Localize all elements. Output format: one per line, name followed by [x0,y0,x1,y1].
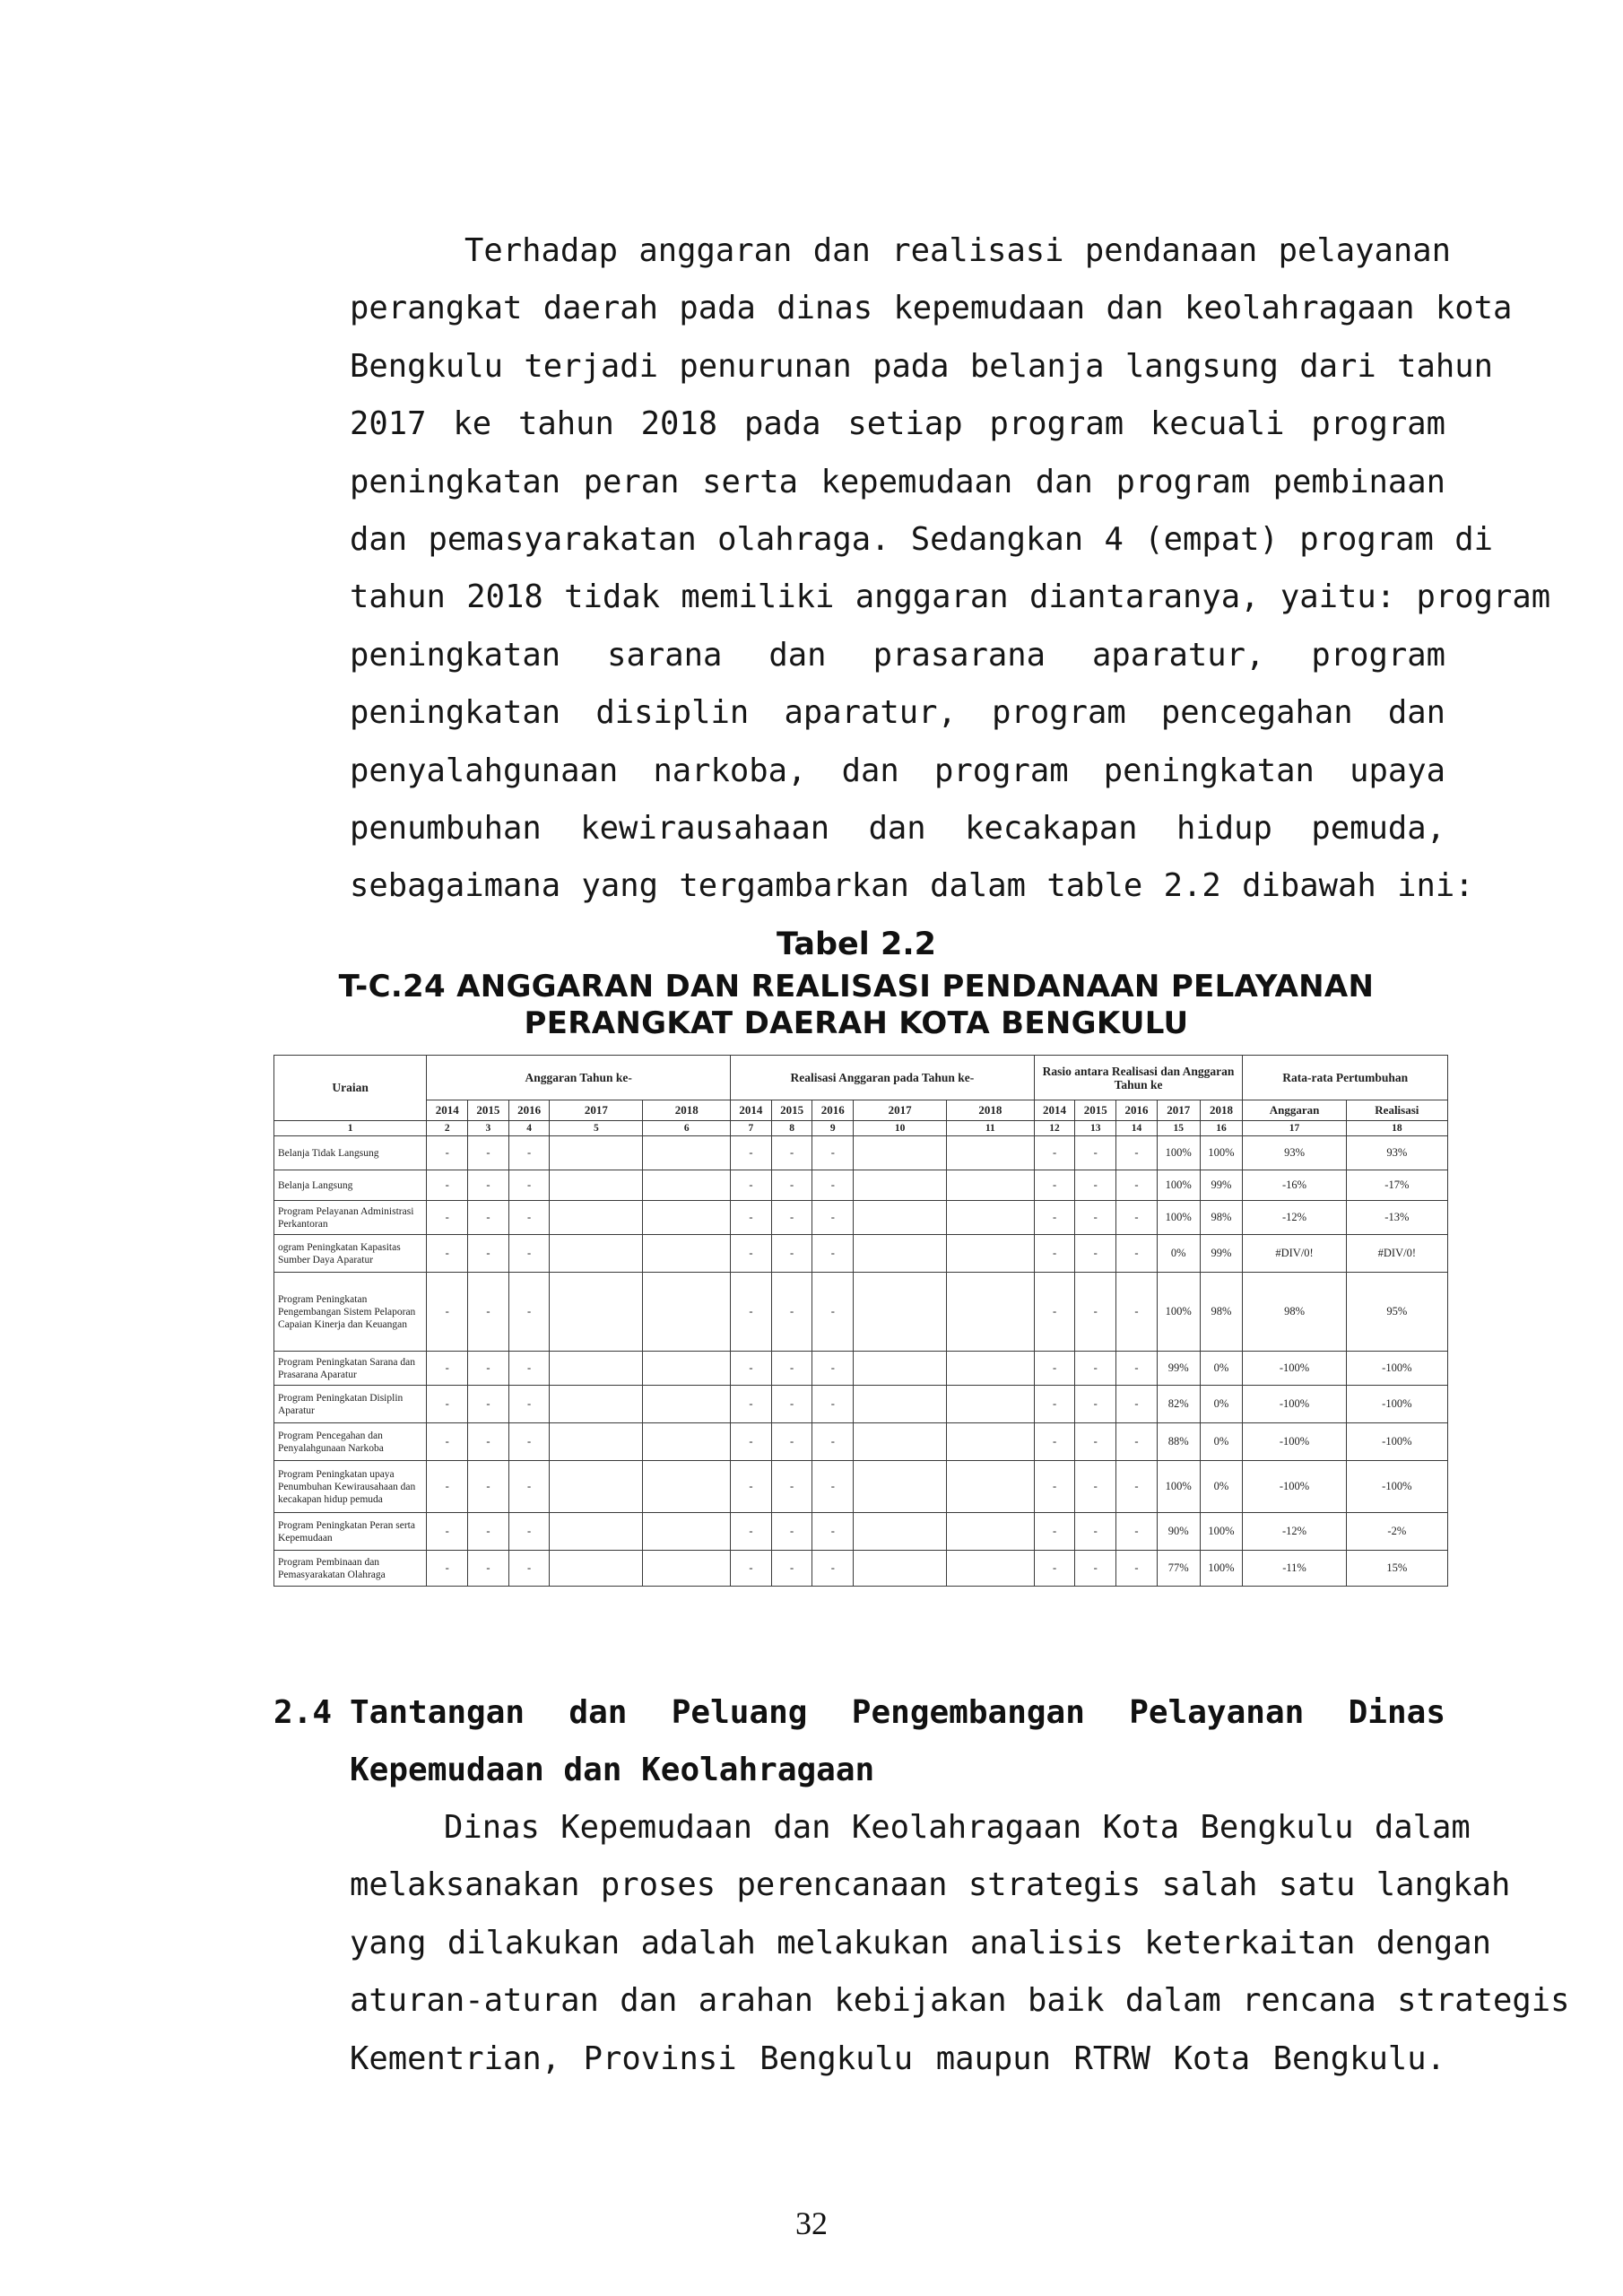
table-row [274,1461,1448,1513]
table-cell [947,1551,1035,1587]
table-title-line: PERANGKAT DAERAH KOTA BENGKULU [524,1005,1189,1041]
paragraph-line: penumbuhan kewirausahaan dan kecakapan hidup pemuda, [350,809,1445,847]
table-cell: - [468,1423,509,1461]
paragraph-line: Terhadap anggaran dan realisasi pendanaan pelayanan [464,232,1452,269]
column-number-cell: 2 [427,1121,468,1136]
budget-table-wrapper [273,1055,1448,1587]
table-cell: - [508,1551,550,1587]
column-number-cell: 9 [812,1121,854,1136]
table-cell [854,1386,947,1423]
table-cell: 0% [1157,1235,1200,1273]
row-label: Program Peningkatan upaya Penumbuhan Kewirausahaan dan kecakapan hidup pemuda [274,1461,427,1513]
table-cell [854,1170,947,1201]
table-cell: - [771,1136,812,1170]
table-cell: 15% [1346,1551,1447,1587]
table-cell: - [468,1170,509,1201]
paragraph-line: Bengkulu terjadi penurunan pada belanja langsung dari tahun [350,347,1493,385]
table-cell: - [812,1386,854,1423]
table-cell [643,1423,731,1461]
column-number-cell: 18 [1346,1121,1447,1136]
year-header: 2016 [812,1100,854,1121]
table-cell: 98% [1243,1273,1346,1352]
table-cell: - [468,1352,509,1386]
table-cell: 93% [1243,1136,1346,1170]
table-cell: - [1116,1423,1158,1461]
table-cell: - [1034,1170,1075,1201]
table-cell: - [427,1201,468,1235]
table-cell: - [731,1513,772,1551]
paragraph-line: perangkat daerah pada dinas kepemudaan dan keolahragaan kota [350,290,1513,327]
table-cell: - [508,1386,550,1423]
table-cell: - [771,1170,812,1201]
section-number: 2.4 [273,1694,333,1731]
table-cell: - [508,1170,550,1201]
paragraph-line: sebagaimana yang tergambarkan dalam table 2.2 dibawah ini: [350,867,1474,905]
table-cell [947,1352,1035,1386]
table-cell: - [1075,1352,1116,1386]
year-header: 2018 [1200,1100,1243,1121]
table-cell: - [1034,1352,1075,1386]
table-cell: -100% [1346,1423,1447,1461]
table-cell: - [508,1352,550,1386]
row-label: Program Peningkatan Disiplin Aparatur [274,1386,427,1423]
table-cell: 98% [1200,1201,1243,1235]
table-cell: - [427,1352,468,1386]
row-label: Program Pencegahan dan Penyalahgunaan Narkoba [274,1423,427,1461]
table-row [274,1136,1448,1170]
table-cell: - [771,1235,812,1273]
table-cell: 95% [1346,1273,1447,1352]
year-header: 2015 [468,1100,509,1121]
table-cell: #DIV/0! [1243,1235,1346,1273]
table-cell: - [1116,1352,1158,1386]
section-title-line: Tantangan dan Peluang Pengembangan Pelayanan Dinas [350,1694,1445,1731]
table-cell: 0% [1200,1423,1243,1461]
table-cell: 98% [1200,1273,1243,1352]
table-cell: 100% [1200,1551,1243,1587]
section-title-line: Kepemudaan dan Keolahragaan [350,1752,875,1788]
table-cell: - [427,1461,468,1513]
column-number-cell: 4 [508,1121,550,1136]
paragraph-line: tahun 2018 tidak memiliki anggaran diantaranya, yaitu: program [350,578,1551,616]
header-rata-anggaran: Anggaran [1243,1100,1346,1121]
paragraph-line: 2017 ke tahun 2018 pada setiap program kecuali program [350,405,1445,443]
table-cell [550,1513,643,1551]
table-cell: - [427,1136,468,1170]
table-cell: - [1116,1170,1158,1201]
table-cell: 82% [1157,1386,1200,1423]
intro-paragraph [350,222,1551,916]
table-cell [550,1461,643,1513]
row-label: Program Pembinaan dan Pemasyarakatan Olahraga [274,1551,427,1587]
paragraph-line: penyalahgunaan narkoba, dan program peningkatan upaya [350,752,1445,789]
table-cell: 90% [1157,1513,1200,1551]
column-number-cell: 11 [947,1121,1035,1136]
year-header: 2014 [731,1100,772,1121]
table-cell: - [731,1551,772,1587]
table-cell: 100% [1157,1201,1200,1235]
table-cell: - [508,1461,550,1513]
table-cell: -12% [1243,1513,1346,1551]
table-cell: 0% [1200,1461,1243,1513]
table-label: Tabel 2.2 [777,926,936,962]
table-cell: -17% [1346,1170,1447,1201]
table-row [274,1551,1448,1587]
table-cell: - [812,1551,854,1587]
table-cell: - [731,1352,772,1386]
table-cell [550,1423,643,1461]
table-cell: - [812,1136,854,1170]
table-cell [643,1136,731,1170]
table-cell: 99% [1200,1235,1243,1273]
column-number-cell: 1 [274,1121,427,1136]
table-cell [947,1461,1035,1513]
year-header: 2015 [1075,1100,1116,1121]
header-realisasi: Realisasi Anggaran pada Tahun ke- [731,1056,1035,1100]
table-cell [550,1352,643,1386]
table-cell: - [731,1201,772,1235]
table-cell: - [1116,1513,1158,1551]
table-cell: - [731,1386,772,1423]
header-rata-realisasi: Realisasi [1346,1100,1447,1121]
table-cell: - [468,1513,509,1551]
table-cell: 88% [1157,1423,1200,1461]
table-cell: - [508,1136,550,1170]
table-cell: - [1034,1513,1075,1551]
paragraph-line: aturan-aturan dan arahan kebijakan baik dalam rencana strategis [350,1982,1570,2020]
table-cell: - [771,1386,812,1423]
table-row [274,1201,1448,1235]
table-cell: - [1034,1235,1075,1273]
table-cell [643,1461,731,1513]
table-cell: - [1116,1136,1158,1170]
table-cell: - [508,1513,550,1551]
table-cell [947,1170,1035,1201]
year-header: 2018 [947,1100,1035,1121]
table-cell: - [771,1352,812,1386]
paragraph-line: Dinas Kepemudaan dan Keolahragaan Kota Bengkulu dalam [444,1809,1471,1846]
table-cell: 100% [1200,1513,1243,1551]
column-number-cell: 13 [1075,1121,1116,1136]
table-cell: - [731,1235,772,1273]
table-cell: - [508,1201,550,1235]
table-cell: - [1034,1201,1075,1235]
table-cell: - [427,1423,468,1461]
table-cell: - [1034,1423,1075,1461]
paragraph-line: melaksanakan proses perencanaan strategis salah satu langkah [350,1866,1511,1904]
year-header: 2017 [550,1100,643,1121]
row-label: Program Pelayanan Administrasi Perkantoran [274,1201,427,1235]
table-cell [550,1235,643,1273]
column-number-cell: 5 [550,1121,643,1136]
table-cell: - [508,1235,550,1273]
table-cell: -100% [1346,1386,1447,1423]
table-cell [854,1551,947,1587]
table-cell: - [812,1352,854,1386]
table-cell [550,1201,643,1235]
table-cell: - [812,1423,854,1461]
table-cell: - [468,1461,509,1513]
table-cell: - [771,1273,812,1352]
row-label: Program Peningkatan Sarana dan Prasarana Aparatur [274,1352,427,1386]
table-cell: -100% [1243,1352,1346,1386]
table-cell: - [468,1201,509,1235]
table-cell: - [468,1273,509,1352]
paragraph-line: peningkatan sarana dan prasarana aparatur, program [350,636,1445,674]
table-cell: - [427,1170,468,1201]
table-cell [643,1170,731,1201]
year-header: 2016 [1116,1100,1158,1121]
table-cell: - [1075,1461,1116,1513]
table-cell: 93% [1346,1136,1447,1170]
table-cell: - [812,1273,854,1352]
table-cell [854,1352,947,1386]
table-cell: -100% [1346,1352,1447,1386]
row-label: Program Peningkatan Peran serta Kepemudaan [274,1513,427,1551]
column-number-cell: 17 [1243,1121,1346,1136]
table-cell: 100% [1157,1170,1200,1201]
table-cell: - [1034,1136,1075,1170]
table-cell: - [1116,1235,1158,1273]
table-cell: - [1075,1551,1116,1587]
table-cell: - [771,1423,812,1461]
table-cell: - [1075,1513,1116,1551]
table-cell [643,1513,731,1551]
table-row [274,1513,1448,1551]
table-cell: - [1034,1273,1075,1352]
table-cell: - [1034,1551,1075,1587]
table-cell [854,1461,947,1513]
paragraph-line: peningkatan peran serta kepemudaan dan program pembinaan [350,463,1445,500]
table-cell: - [1075,1201,1116,1235]
table-cell [854,1423,947,1461]
table-cell [854,1273,947,1352]
table-cell: - [1075,1423,1116,1461]
table-cell [550,1551,643,1587]
table-cell: - [812,1461,854,1513]
column-number-cell: 16 [1200,1121,1243,1136]
table-cell [947,1423,1035,1461]
table-cell [643,1352,731,1386]
table-cell: 99% [1157,1352,1200,1386]
paragraph-line: peningkatan disiplin aparatur, program pencegahan dan [350,694,1445,732]
table-row [274,1273,1448,1352]
column-number-cell: 14 [1116,1121,1158,1136]
table-cell: - [812,1235,854,1273]
year-header: 2014 [427,1100,468,1121]
year-header: 2015 [771,1100,812,1121]
table-cell: 0% [1200,1386,1243,1423]
table-cell: -100% [1243,1386,1346,1423]
table-cell: - [731,1273,772,1352]
table-cell: 99% [1200,1170,1243,1201]
table-cell: - [1075,1235,1116,1273]
page-number: 32 [795,2205,828,2241]
table-cell: - [427,1513,468,1551]
table-row [274,1352,1448,1386]
table-cell: - [812,1513,854,1551]
table-cell: - [427,1273,468,1352]
table-cell: - [468,1235,509,1273]
column-number-cell: 3 [468,1121,509,1136]
table-cell: -12% [1243,1201,1346,1235]
table-cell [643,1386,731,1423]
table-cell [550,1273,643,1352]
table-cell [947,1235,1035,1273]
paragraph-line: yang dilakukan adalah melakukan analisis keterkaitan dengan [350,1924,1491,1961]
table-cell [854,1513,947,1551]
table-cell [947,1201,1035,1235]
column-number-cell: 7 [731,1121,772,1136]
paragraph-line: Kementrian, Provinsi Bengkulu maupun RTRW Kota Bengkulu. [350,2039,1445,2077]
table-cell: 100% [1157,1273,1200,1352]
table-cell [947,1273,1035,1352]
header-rasio: Rasio antara Realisasi dan Anggaran Tahun ke [1034,1056,1243,1100]
table-cell: - [1075,1273,1116,1352]
table-cell: -100% [1243,1423,1346,1461]
row-label: ogram Peningkatan Kapasitas Sumber Daya Aparatur [274,1235,427,1273]
budget-table [273,1055,1448,1587]
table-cell: - [731,1136,772,1170]
table-cell [854,1136,947,1170]
column-number-cell: 8 [771,1121,812,1136]
table-cell: -2% [1346,1513,1447,1551]
paragraph-line: dan pemasyarakatan olahraga. Sedangkan 4 (empat) program di [350,520,1493,558]
table-cell [550,1136,643,1170]
table-cell: - [468,1551,509,1587]
row-label: Belanja Langsung [274,1170,427,1201]
table-cell: - [1116,1551,1158,1587]
column-number-cell: 10 [854,1121,947,1136]
table-cell: -13% [1346,1201,1447,1235]
table-cell: -11% [1243,1551,1346,1587]
table-cell [643,1235,731,1273]
table-row [274,1423,1448,1461]
year-header: 2016 [508,1100,550,1121]
table-cell [550,1386,643,1423]
table-cell: - [1116,1461,1158,1513]
column-number-cell: 6 [643,1121,731,1136]
table-cell: -100% [1243,1461,1346,1513]
table-cell: -16% [1243,1170,1346,1201]
year-header: 2017 [854,1100,947,1121]
table-cell [947,1513,1035,1551]
table-row [274,1170,1448,1201]
table-cell: - [1075,1386,1116,1423]
table-cell: 100% [1157,1461,1200,1513]
table-cell: 100% [1157,1136,1200,1170]
year-header: 2017 [1157,1100,1200,1121]
table-row [274,1235,1448,1273]
header-anggaran: Anggaran Tahun ke- [427,1056,731,1100]
table-row [274,1386,1448,1423]
table-cell: - [771,1201,812,1235]
table-title [269,969,1444,1042]
row-label: Belanja Tidak Langsung [274,1136,427,1170]
table-cell: - [812,1170,854,1201]
table-cell: - [1034,1386,1075,1423]
table-cell: - [427,1386,468,1423]
column-number-cell: 15 [1157,1121,1200,1136]
table-cell [947,1386,1035,1423]
table-cell [643,1551,731,1587]
table-title-line: T-C.24 ANGGARAN DAN REALISASI PENDANAAN PELAYANAN [338,969,1375,1004]
table-cell: - [731,1170,772,1201]
table-cell: - [1116,1386,1158,1423]
table-cell: - [427,1235,468,1273]
header-uraian: Uraian [274,1056,427,1121]
table-cell: - [771,1513,812,1551]
table-cell: - [731,1423,772,1461]
table-cell: - [771,1551,812,1587]
header-rata-rata: Rata-rata Pertumbuhan [1243,1056,1448,1100]
table-cell [550,1170,643,1201]
table-cell: 0% [1200,1352,1243,1386]
table-cell [854,1235,947,1273]
table-cell: - [427,1551,468,1587]
table-cell: - [468,1386,509,1423]
column-number-cell: 12 [1034,1121,1075,1136]
section-paragraph [350,1799,1570,2088]
year-header: 2018 [643,1100,731,1121]
table-cell: - [468,1136,509,1170]
table-cell: - [508,1423,550,1461]
table-cell: - [1075,1170,1116,1201]
table-cell: - [731,1461,772,1513]
table-cell: - [1116,1273,1158,1352]
table-cell [854,1201,947,1235]
table-cell: - [771,1461,812,1513]
table-body [274,1121,1448,1587]
table-cell: - [508,1273,550,1352]
table-cell: #DIV/0! [1346,1235,1447,1273]
table-cell [947,1136,1035,1170]
row-label: Program Peningkatan Pengembangan Sistem Pelaporan Capaian Kinerja dan Keuangan [274,1273,427,1352]
table-cell: - [1034,1461,1075,1513]
year-header: 2014 [1034,1100,1075,1121]
table-cell: - [1116,1201,1158,1235]
table-cell: 77% [1157,1551,1200,1587]
table-cell: 100% [1200,1136,1243,1170]
table-cell [643,1201,731,1235]
table-cell: - [812,1201,854,1235]
table-cell: - [1075,1136,1116,1170]
table-cell [643,1273,731,1352]
table-cell: -100% [1346,1461,1447,1513]
column-number-row [274,1121,1448,1136]
